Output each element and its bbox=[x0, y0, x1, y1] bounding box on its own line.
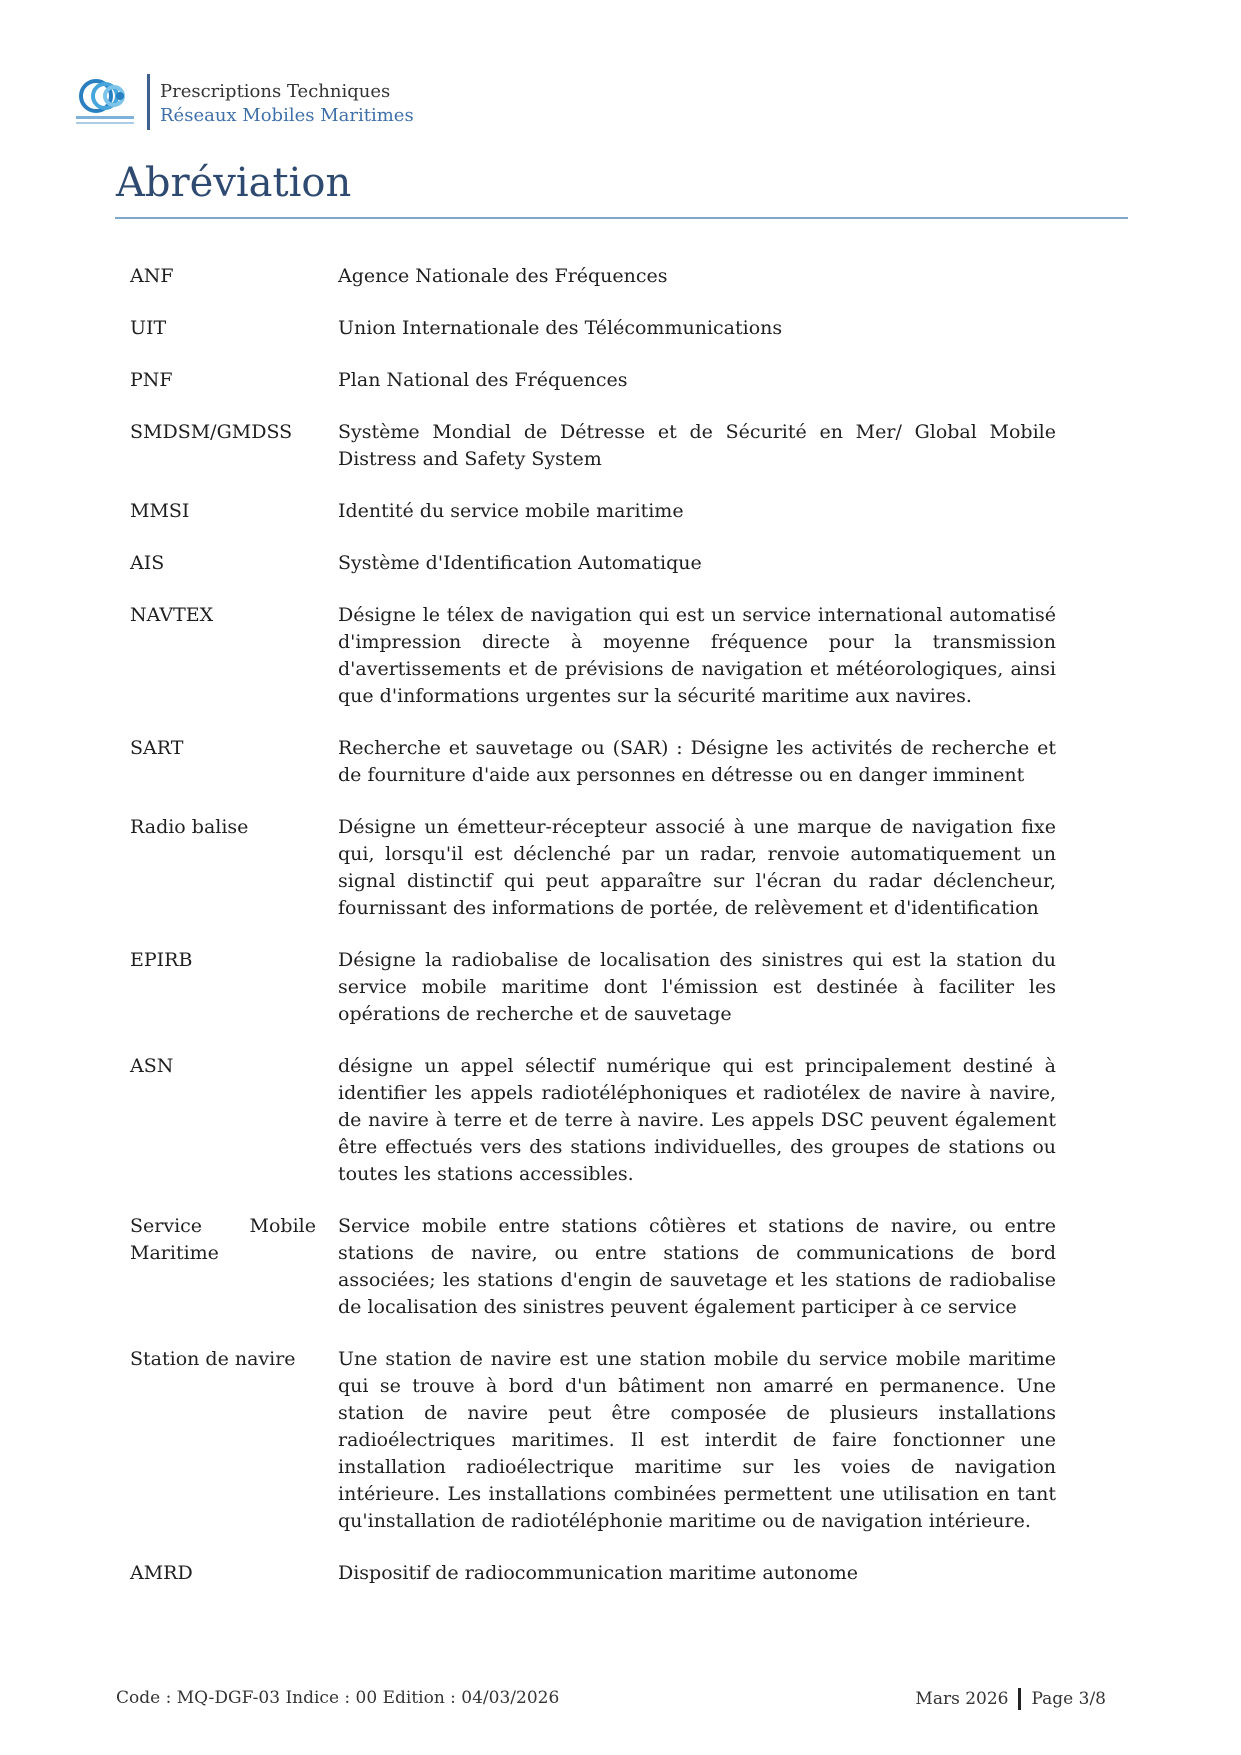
abbreviation-definition: Système d'Identification Automatique bbox=[338, 552, 702, 574]
abbreviation-definition: Désigne le télex de navigation qui est un service international automatisé d'impression directe à moyenne fréquence pour la transmission d'avertissements et de prévisions de navigation et météorologiques, ainsi que d'informations urgentes sur la sécurité maritime aux navires. bbox=[338, 604, 1056, 707]
abbreviation-term: ANF bbox=[130, 265, 174, 287]
abbreviation-entry bbox=[130, 1346, 1056, 1535]
footer-divider bbox=[1018, 1688, 1021, 1710]
abbreviation-definition: Identité du service mobile maritime bbox=[338, 500, 684, 522]
abbreviation-entry bbox=[130, 735, 1056, 789]
abbreviation-term: AMRD bbox=[130, 1562, 193, 1584]
abbreviation-entry bbox=[130, 1560, 1056, 1587]
abbreviation-term: Radio balise bbox=[130, 816, 249, 838]
abbreviation-term: AIS bbox=[130, 552, 165, 574]
abbreviation-term: EPIRB bbox=[130, 949, 193, 971]
header-title-line2: Réseaux Mobiles Maritimes bbox=[160, 105, 414, 126]
abbreviation-entry bbox=[130, 1213, 1056, 1321]
abbreviation-term: MMSI bbox=[130, 500, 190, 522]
title-underline bbox=[115, 217, 1128, 219]
abbreviation-definition: Plan National des Fréquences bbox=[338, 369, 628, 391]
abbreviation-definition: Service mobile entre stations côtières et stations de navire, ou entre stations de navire, ou entre stations de communications de bord associées; les stations d'engin de sauvetage et les stations de radiobalise de localisation des sinistres peuvent également participer à ce service bbox=[338, 1215, 1056, 1318]
abbreviation-definition: Une station de navire est une station mobile du service mobile maritime qui se trouve à bord d'un bâtiment non amarré en permanence. Une station de navire peut être composée de plusieurs installations radioélectriques maritimes. Il est interdit de faire fonctionner une installation radioélectrique maritime sur les voies de navigation intérieure. Les installations combinées permettent une utilisation en tant qu'installation de radiotéléphonie maritime ou de navigation intérieure. bbox=[338, 1348, 1056, 1532]
abbreviation-definition: Agence Nationale des Fréquences bbox=[338, 265, 668, 287]
anf-logo-icon bbox=[74, 76, 138, 128]
abbreviation-term: PNF bbox=[130, 369, 173, 391]
abbreviation-definition: Recherche et sauvetage ou (SAR) : Désigne les activités de recherche et de fourniture d'aide aux personnes en détresse ou en danger imminent bbox=[338, 737, 1056, 786]
abbreviation-entry bbox=[130, 263, 1056, 290]
abbreviation-entry bbox=[130, 602, 1056, 710]
header-title-line1: Prescriptions Techniques bbox=[160, 81, 391, 102]
abbreviation-definition: Dispositif de radiocommunication maritime autonome bbox=[338, 1562, 858, 1584]
abbreviation-definition: désigne un appel sélectif numérique qui est principalement destiné à identifier les appels radiotéléphoniques et radiotélex de navire à navire, de navire à terre et de terre à navire. Les appels DSC peuvent également être effectués vers des stations individuelles, des groupes de stations ou toutes les stations accessibles. bbox=[338, 1055, 1056, 1185]
abbreviation-definition: Union Internationale des Télécommunications bbox=[338, 317, 783, 339]
abbreviation-term: Station de navire bbox=[130, 1348, 296, 1370]
abbreviation-entry bbox=[130, 814, 1056, 922]
abbreviation-definition: Désigne un émetteur-récepteur associé à une marque de navigation fixe qui, lorsqu'il est déclenché par un radar, renvoie automatiquement un signal distinctif qui peut apparaître sur l'écran du radar déclencheur, fournissant des informations de portée, de relèvement et d'identification bbox=[338, 816, 1056, 919]
abbreviation-term: Service Mobile Maritime bbox=[130, 1215, 316, 1264]
abbreviation-term: SMDSM/GMDSS bbox=[130, 421, 293, 443]
abbreviation-term: NAVTEX bbox=[130, 604, 214, 626]
abbreviation-list bbox=[130, 263, 1056, 1587]
footer-pagination bbox=[915, 1688, 1106, 1710]
abbreviation-entry bbox=[130, 550, 1056, 577]
abbreviation-entry bbox=[130, 419, 1056, 473]
abbreviation-term: UIT bbox=[130, 317, 167, 339]
footer-code: Code : MQ-DGF-03 Indice : 00 Edition : 04/03/2026 bbox=[116, 1688, 560, 1708]
abbreviation-entry bbox=[130, 1053, 1056, 1188]
header-titles bbox=[160, 80, 414, 128]
abbreviation-entry bbox=[130, 498, 1056, 525]
abbreviation-entry bbox=[130, 947, 1056, 1028]
abbreviation-entry bbox=[130, 315, 1056, 342]
abbreviation-term: SART bbox=[130, 737, 184, 759]
abbreviation-term: ASN bbox=[130, 1055, 174, 1077]
footer-page-number: Page 3/8 bbox=[1031, 1689, 1106, 1709]
abbreviation-entry bbox=[130, 367, 1056, 394]
abbreviation-definition: Désigne la radiobalise de localisation des sinistres qui est la station du service mobile maritime dont l'émission est destinée à faciliter les opérations de recherche et de sauvetage bbox=[338, 949, 1056, 1025]
abbreviation-definition: Système Mondial de Détresse et de Sécurité en Mer/ Global Mobile Distress and Safety System bbox=[338, 421, 1056, 470]
header-divider bbox=[147, 74, 150, 130]
page-title: Abréviation bbox=[116, 160, 352, 206]
document-footer bbox=[116, 1688, 1106, 1716]
footer-date: Mars 2026 bbox=[915, 1689, 1009, 1709]
